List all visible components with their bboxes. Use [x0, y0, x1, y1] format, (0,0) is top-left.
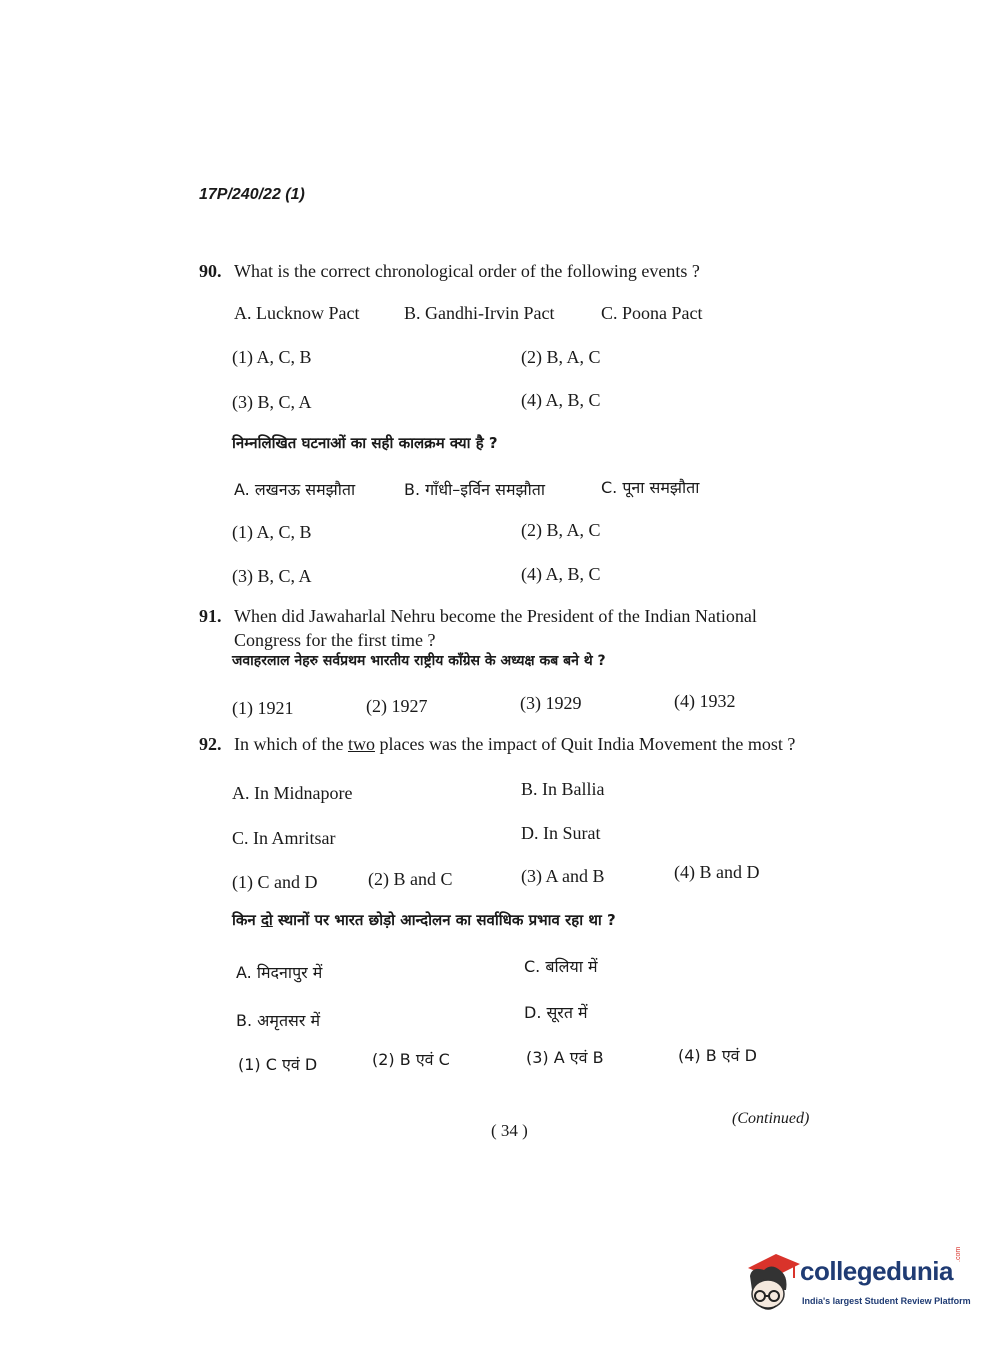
- q92-text-hi-pre: किन: [232, 911, 261, 929]
- q92-place-b: B. In Ballia: [521, 779, 605, 799]
- q92-option-4: (4) B and D: [674, 862, 760, 882]
- q92-text-hi: [232, 910, 616, 930]
- q91-line-1: [199, 606, 757, 627]
- q92-line: [199, 734, 795, 755]
- q91-option-3: (3) 1929: [520, 693, 582, 713]
- q92-option-2-hi: (2) B एवं C: [372, 1050, 450, 1069]
- q92-place-d: D. In Surat: [521, 823, 601, 843]
- q90-option-1-hi: (1) A, C, B: [232, 522, 312, 542]
- q90-event-b-hi: B. गाँधी–इर्विन समझौता: [404, 480, 546, 499]
- q92-place-b-hi: B. अमृतसर में: [236, 1011, 321, 1030]
- q92-text-en-post: places was the impact of Quit India Movement the most ?: [374, 734, 796, 754]
- q92-option-3: (3) A and B: [521, 866, 605, 886]
- paper-code: 17P/240/22 (1): [199, 186, 305, 203]
- mascot-icon: [742, 1250, 800, 1316]
- q92-place-c: C. In Amritsar: [232, 828, 336, 848]
- logo-dotcom: .com: [955, 1246, 962, 1262]
- q90-option-4: (4) A, B, C: [521, 390, 601, 410]
- q90-option-3: (3) B, C, A: [232, 392, 312, 412]
- q92-place-c-hi: C. बलिया में: [524, 957, 598, 976]
- q92-text-en-underlined: two: [347, 734, 375, 754]
- q90-text-en: What is the correct chronological order of the following events ?: [234, 261, 700, 281]
- q92-option-3-hi: (3) A एवं B: [526, 1048, 604, 1067]
- q90-option-2-hi: (2) B, A, C: [521, 520, 601, 540]
- q90-text-hi: निम्नलिखित घटनाओं का सही कालक्रम क्या है ?: [232, 434, 498, 452]
- q90-option-3-hi: (3) B, C, A: [232, 566, 312, 586]
- q92-number: 92.: [199, 734, 222, 754]
- q92-place-a-hi: A. मिदनापुर में: [236, 963, 323, 982]
- q92-place-a: A. In Midnapore: [232, 783, 353, 803]
- collegedunia-logo: [742, 1248, 972, 1320]
- q91-text-hi: जवाहरलाल नेहरु सर्वप्रथम भारतीय राष्ट्रीय कॉंग्रेस के अध्यक्ष कब बने थे ?: [232, 653, 606, 669]
- page-number: ( 34 ): [491, 1121, 528, 1140]
- q90-event-b: B. Gandhi-Irvin Pact: [404, 303, 555, 323]
- q90-option-1: (1) A, C, B: [232, 347, 312, 367]
- q90-option-4-hi: (4) A, B, C: [521, 564, 601, 584]
- q92-option-1-hi: (1) C एवं D: [238, 1055, 318, 1074]
- q92-text-hi-underlined: दो: [260, 911, 273, 929]
- q90-event-a: A. Lucknow Pact: [234, 303, 360, 323]
- q91-text-en-1: When did Jawaharlal Nehru become the President of the Indian National: [234, 606, 757, 626]
- q91-number: 91.: [199, 606, 222, 626]
- q92-text-en-pre: In which of the: [234, 734, 348, 754]
- q91-option-4: (4) 1932: [674, 691, 736, 711]
- q92-option-2: (2) B and C: [368, 869, 453, 889]
- q90-event-c-hi: C. पूना समझौता: [601, 478, 700, 497]
- q91-text-en-2: Congress for the first time ?: [234, 630, 436, 650]
- q90-number: 90.: [199, 261, 222, 281]
- q92-option-4-hi: (4) B एवं D: [678, 1046, 757, 1065]
- logo-tagline: India's largest Student Review Platform: [802, 1296, 971, 1306]
- q92-option-1: (1) C and D: [232, 872, 318, 892]
- q90-option-2: (2) B, A, C: [521, 347, 601, 367]
- q90-event-a-hi: A. लखनऊ समझौता: [234, 480, 356, 499]
- q92-place-d-hi: D. सूरत में: [524, 1003, 588, 1022]
- q92-text-hi-post: स्थानों पर भारत छोड़ो आन्दोलन का सर्वाधिक प्रभाव रहा था ?: [272, 911, 616, 929]
- q90-line: [199, 261, 700, 282]
- q91-option-2: (2) 1927: [366, 696, 428, 716]
- logo-wordmark: collegedunia: [800, 1256, 953, 1286]
- q91-option-1: (1) 1921: [232, 698, 294, 718]
- continued-label: (Continued): [732, 1110, 810, 1127]
- q90-event-c: C. Poona Pact: [601, 303, 703, 323]
